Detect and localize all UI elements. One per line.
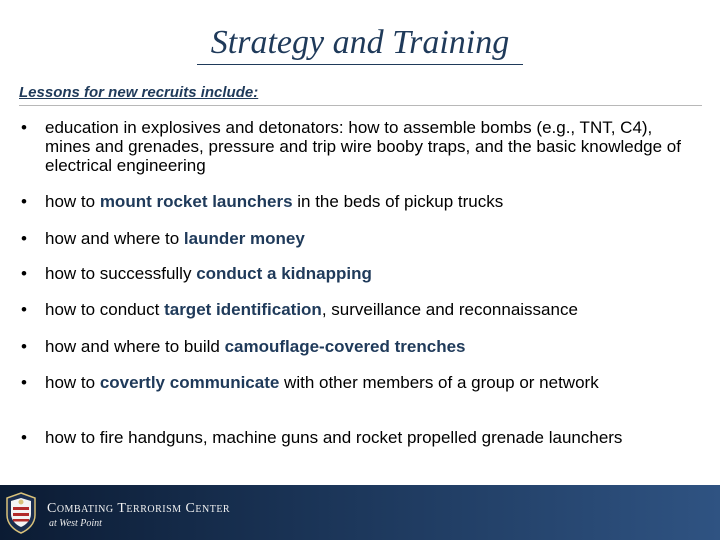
bullet-marker: • — [21, 264, 27, 283]
bullet-marker: • — [21, 300, 27, 319]
title-underline — [197, 64, 523, 65]
bullet-item — [19, 337, 699, 356]
bullet-highlight: target identification — [164, 300, 322, 319]
org-subtitle: at West Point — [49, 518, 102, 529]
bullet-text: how to — [45, 373, 100, 392]
org-name: Combating Terrorism Center — [47, 501, 231, 516]
bullet-text: how to — [45, 192, 100, 211]
bullet-text: how to fire handguns, machine guns and rocket propelled grenade launchers — [45, 428, 623, 447]
bullet-text: education in explosives and detonators: how to assemble bombs (e.g., TNT, C4), mines and grenades, pressure and trip wire booby traps, and the basic knowledge of electrical engineering — [45, 118, 681, 175]
bullet-marker: • — [21, 229, 27, 248]
bullet-item — [19, 192, 699, 211]
bullet-item — [19, 428, 699, 447]
bullet-text: in the beds of pickup trucks — [292, 192, 504, 211]
bullet-highlight: covertly communicate — [99, 373, 280, 392]
bullet-marker: • — [21, 373, 27, 392]
bullet-marker: • — [21, 118, 27, 137]
footer-banner — [0, 485, 720, 540]
bullet-item — [19, 373, 699, 392]
bullet-text: how and where to — [45, 229, 184, 248]
bullet-highlight: mount rocket launchers — [99, 192, 293, 211]
divider-rule — [19, 105, 702, 106]
slide-subtitle: Lessons for new recruits include: — [19, 84, 259, 101]
bullet-marker: • — [21, 337, 27, 356]
bullet-text: how to conduct — [45, 300, 165, 319]
bullet-text: how to successfully — [45, 264, 197, 283]
bullet-item — [19, 229, 699, 248]
bullet-text: , surveillance and reconnaissance — [321, 300, 578, 319]
bullet-highlight: conduct a kidnapping — [196, 264, 372, 283]
bullet-item — [19, 118, 699, 175]
bullet-marker: • — [21, 428, 27, 447]
west-point-crest-icon — [4, 491, 38, 535]
bullet-marker: • — [21, 192, 27, 211]
bullet-highlight: camouflage-covered trenches — [224, 337, 466, 356]
slide-title: Strategy and Training — [210, 24, 510, 61]
bullet-highlight: launder money — [183, 229, 305, 248]
bullet-item — [19, 264, 699, 283]
bullet-text: how and where to build — [45, 337, 225, 356]
bullet-item — [19, 300, 699, 319]
bullet-text: with other members of a group or network — [279, 373, 599, 392]
